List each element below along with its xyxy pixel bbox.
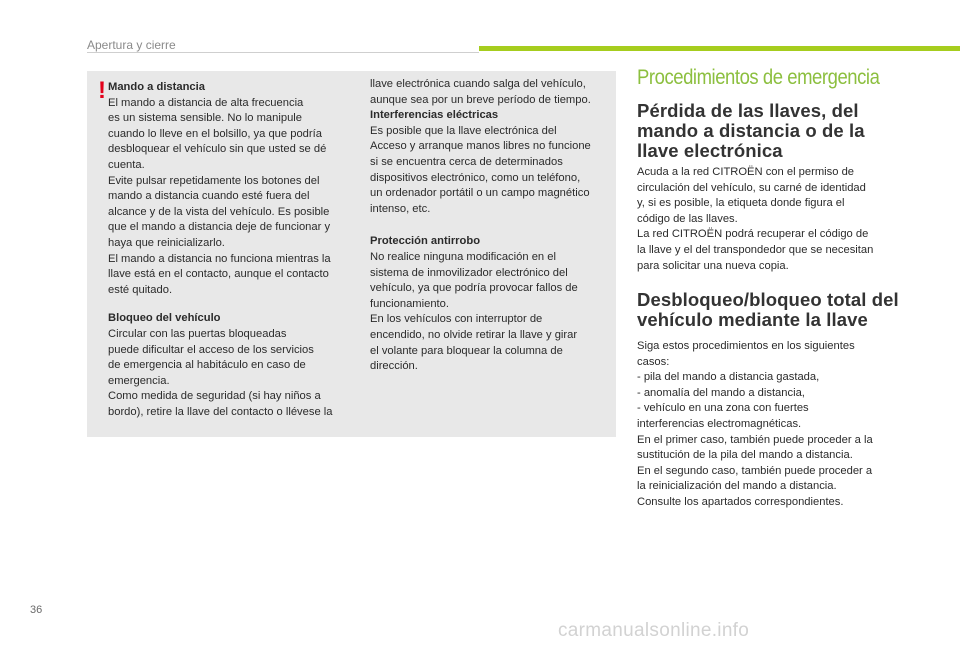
lock-heading: Bloqueo del vehículo [108,312,221,325]
lost-keys-heading: Pérdida de las llaves, del mando a distancia o de la llave electrónica [637,100,865,161]
remote-text: El mando a distancia de alta frecuencia es un sistema sensible. No lo manipule cuando lo lleve en el bolsillo, ya que podría desbloquear el vehículo sin que usted se dé cuenta. Evite pulsar repetidamente los botones del mando a distancia cuando esté fuera del alcance y de la vista del vehículo. Es posible que el mando a distancia deje de funcionar y haya que reinicializarlo. El mando a distancia no funciona mientras la llave está en el contacto, aunque el contacto esté quitado. [108,96,331,296]
lock-text: Circular con las puertas bloqueadas puede dificultar el acceso de los servicios de emergencia al habitáculo en caso de emergencia. Como medida de seguridad (si hay niños a bordo), retire la llave del contacto o llévese la [108,327,333,418]
section-title: Procedimientos de emergencia [637,66,880,89]
unlock-heading: Desbloqueo/bloqueo total del vehículo mediante la llave [637,289,899,330]
watermark: carmanualsonline.info [558,620,750,641]
warning-column-b [370,77,610,375]
continuation-text: llave electrónica cuando salga del vehículo, aunque sea por un breve período de tiempo. [370,78,591,106]
interference-heading: Interferencias eléctricas [370,109,499,122]
antitheft-heading: Protección antirrobo [370,235,481,248]
antitheft-text: No realice ninguna modificación en el sistema de inmovilizador electrónico del vehículo, ya que podría provocar fallos de funcionamiento. En los vehículos con interruptor de encendido, no olvide retirar la llave y girar el volante para bloquear la columna de dirección. [370,250,578,373]
warning-column-a [108,80,356,420]
header-divider [87,52,479,53]
unlock-text: Siga estos procedimientos en los siguientes casos: - pila del mando a distancia gastada, - anomalía del mando a distancia, - vehículo en una zona con fuertes interferencias electromagnéticas. En el primer caso, también puede proceder a la sustitución de la pila del mando a distancia. En el segundo caso, también puede proceder a la reinicialización del mando a distancia. Consulte los apartados correspondientes. [637,340,873,508]
remote-heading: Mando a distancia [108,81,205,93]
header-section-label: Apertura y cierre [87,38,176,52]
exclamation-icon: ! [98,77,106,104]
lost-keys-text: Acuda a la red CITROËN con el permiso de circulación del vehículo, su carné de identidad y, si es posible, la etiqueta donde figura el código de las llaves. La red CITROËN podrá recuperar el código de la llave y el del transpondedor que se necesitan para solicitar una nueva copia. [637,166,874,272]
interference-text: Es posible que la llave electrónica del Acceso y arranque manos libres no funcione si se encuentra cerca de determinados dispositivos electrónico, como un teléfono, un ordenador portátil o un campo magnético intenso, etc. [370,124,591,215]
page-number: 36 [30,604,43,616]
header-accent-bar [479,46,960,51]
